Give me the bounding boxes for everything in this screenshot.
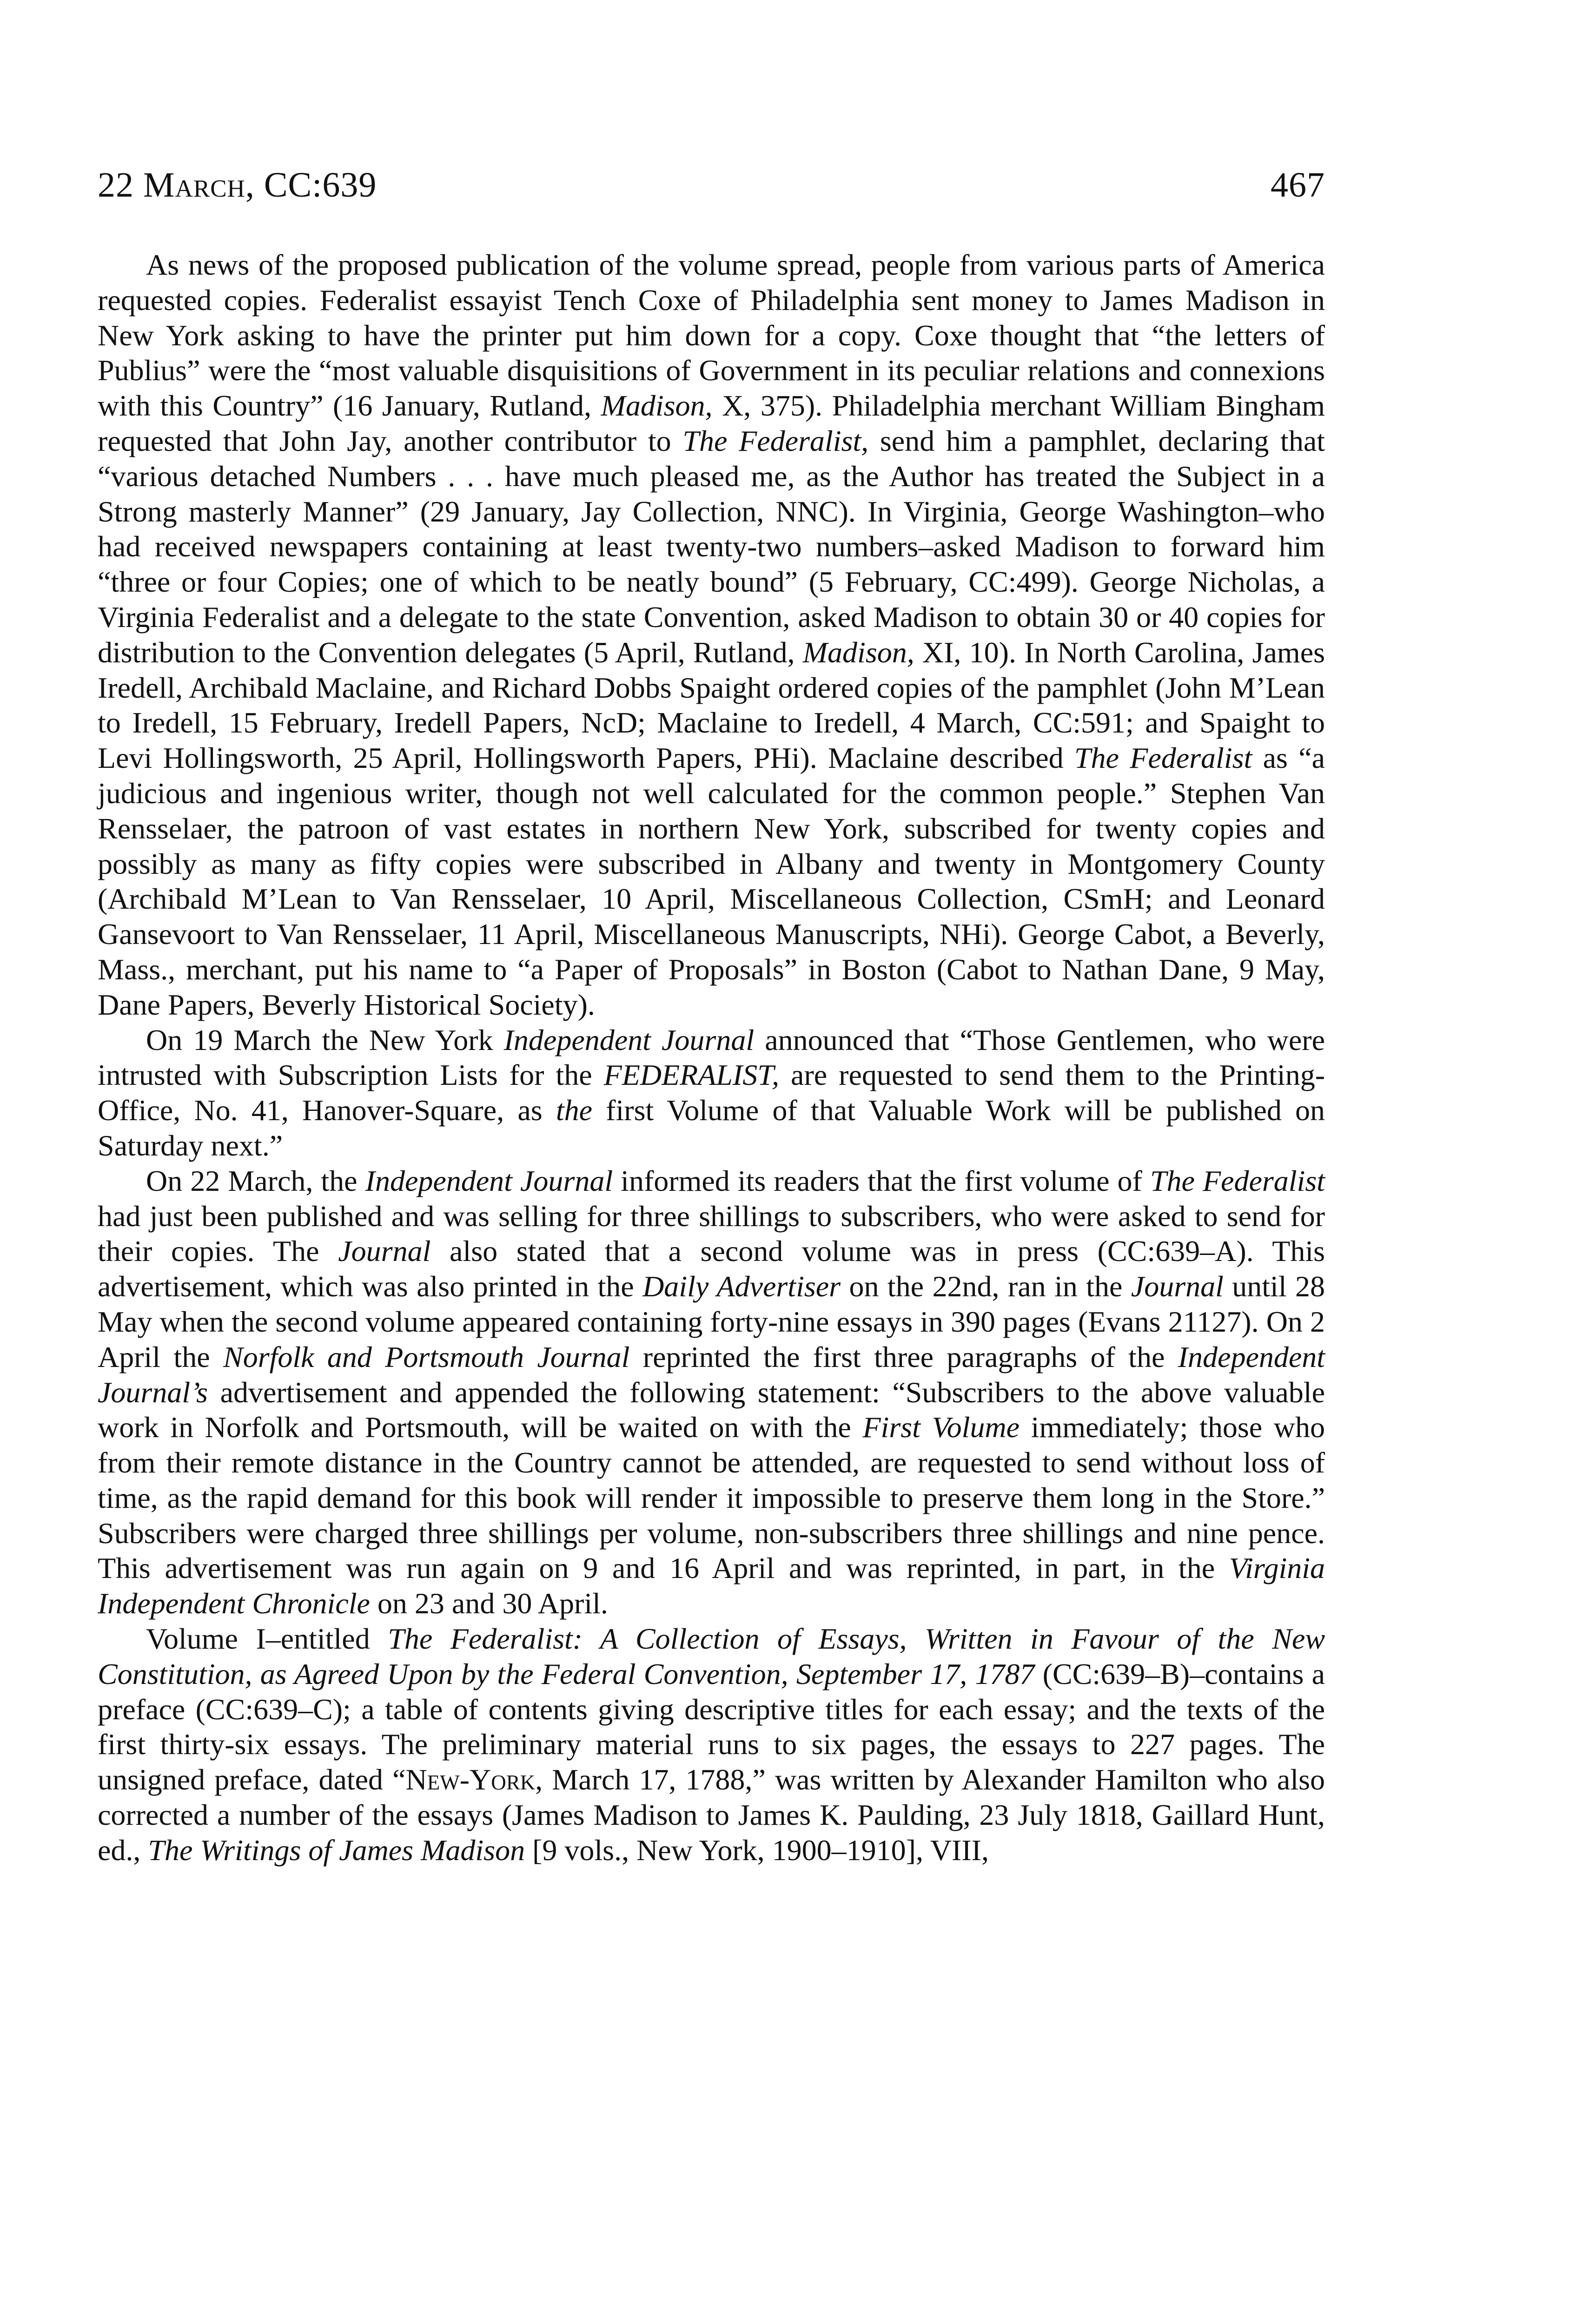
text-run: On 22 March, the bbox=[146, 1164, 365, 1197]
body-text bbox=[98, 247, 1325, 1868]
text-run: Volume I–entitled bbox=[146, 1622, 388, 1656]
italic-text: Independent Journal bbox=[503, 1023, 755, 1056]
running-head-ref: , CC:639 bbox=[245, 165, 377, 205]
text-run: also stated that a second volume was in press (CC:639–A). This advertisement, which was also printed in the bbox=[98, 1235, 1325, 1303]
page-number: 467 bbox=[1271, 165, 1325, 205]
running-head bbox=[98, 167, 1325, 203]
paragraph bbox=[98, 1621, 1325, 1868]
text-run: XI, 10). In North Carolina, James Iredell, Archibald Maclaine, and Richard Dobbs Spaight ordered copies of the pamphlet (John M’Lean to Iredell, 15 February, Iredell Papers, NcD; Maclaine to Iredell, 4 March, CC:591; and Spaight to Levi Hollingsworth, 25 April, Hollingsworth Papers, PHi). Maclaine described bbox=[98, 635, 1325, 775]
text-run: informed its readers that the first volume of bbox=[613, 1164, 1150, 1197]
text-run: had just been published and was selling for three shillings to subscribers, who were asked to send for their copies. The bbox=[98, 1199, 1325, 1268]
italic-text: The Federalist bbox=[1150, 1164, 1325, 1197]
text-run: advertisement and appended the following statement: “Subscribers to the above valuable work in Norfolk and Portsmouth, will be waited on with the bbox=[98, 1375, 1325, 1444]
paragraph bbox=[98, 247, 1325, 1023]
document-page bbox=[98, 167, 1325, 1868]
text-run: reprinted the first three paragraphs of the bbox=[629, 1340, 1178, 1373]
italic-text: The Federalist bbox=[1074, 741, 1252, 775]
italic-text: First Volume bbox=[862, 1411, 1020, 1444]
italic-text: the bbox=[556, 1094, 592, 1127]
italic-text: Independent Journal’s bbox=[98, 1340, 1325, 1409]
text-run: until 28 May when the second volume appeared containing forty-nine essays in 390 pages (Evans 21127). On 2 April the bbox=[98, 1270, 1325, 1373]
running-head-date: 22 bbox=[98, 165, 143, 205]
paragraph bbox=[98, 1163, 1325, 1621]
text-run: send him a pamphlet, declaring that “various detached Numbers . . . have much pleased me, as the Author has treated the Subject in a Strong masterly Manner” (29 January, Jay Collection, NNC). In Virginia, George Washington–who had received newspapers containing at least twenty-two numbers–asked Madison to forward him “three or four Copies; one of which to be neatly bound” (5 February, CC:499). George Nicholas, a Virginia Federalist and a delegate to the state Convention, asked Madison to obtain 30 or 40 copies for distribution to the Convention delegates (5 April, Rutland, bbox=[98, 424, 1325, 669]
paragraph bbox=[98, 1023, 1325, 1163]
text-run: announced that “Those Gentlemen, who were intrusted with Subscription Lists for the bbox=[98, 1023, 1325, 1092]
text-run: As news of the proposed publication of the volume spread, people from various parts of America requested copies. Federalist essayist Tench Coxe of Philadelphia sent money to James Madison in New York asking to have the printer put him down for a copy. Coxe thought that “the letters of Publius” were the “most valuable disquisitions of Government in its peculiar relations and connexions with this Country” (16 January, Rutland, bbox=[98, 248, 1325, 423]
italic-text: The Writings of James Madison bbox=[148, 1833, 525, 1867]
italic-text: Daily Advertiser bbox=[642, 1270, 841, 1303]
text-run: are requested to send them to the Printing-Office, No. 41, Hanover-Square, as bbox=[98, 1058, 1325, 1127]
text-run: On 19 March the New York bbox=[146, 1023, 504, 1056]
small-caps-text: New-York, bbox=[405, 1763, 543, 1796]
text-run: on 23 and 30 April. bbox=[370, 1587, 608, 1620]
italic-text: Journal bbox=[1131, 1270, 1224, 1303]
italic-text: Journal bbox=[338, 1235, 431, 1268]
italic-text: Norfolk and Portsmouth Journal bbox=[223, 1340, 630, 1373]
italic-text: Independent Journal bbox=[365, 1164, 613, 1197]
running-head-month: March bbox=[143, 165, 245, 205]
italic-text: The Federalist, bbox=[682, 424, 869, 457]
text-run: [9 vols., New York, 1900–1910], VIII, bbox=[525, 1833, 989, 1867]
italic-text: Madison, bbox=[802, 635, 914, 669]
italic-text: The Federalist: A Collection of Essays, Written in Favour of the New Constitution, as Agreed Upon by the Federal Convention, September 17, 1787 bbox=[98, 1622, 1325, 1690]
running-head-left bbox=[98, 167, 377, 203]
text-run: on the 22nd, ran in the bbox=[841, 1270, 1131, 1303]
italic-text: Virginia Independent Chronicle bbox=[98, 1552, 1325, 1620]
text-run: first Volume of that Valuable Work will be published on Saturday next.” bbox=[98, 1094, 1325, 1162]
text-run: (CC:639–B)–contains a preface (CC:639–C); a table of contents giving descriptive titles for each essay; and the texts of the first thirty-six essays. The preliminary material runs to six pages, the essays to 227 pages. The unsigned preface, dated “ bbox=[98, 1657, 1325, 1796]
text-run: as “a judicious and ingenious writer, though not well calculated for the common people.” Stephen Van Rensselaer, the patroon of vast estates in northern New York, subscribed for twenty copies and possibly as many as fifty copies were subscribed in Albany and twenty in Montgomery County (Archibald M’Lean to Van Rensselaer, 10 April, Miscellaneous Collection, CSmH; and Leonard Gansevoort to Van Rensselaer, 11 April, Miscellaneous Manuscripts, NHi). George Cabot, a Beverly, Mass., merchant, put his name to “a Paper of Proposals” in Boston (Cabot to Nathan Dane, 9 May, Dane Papers, Beverly Historical Society). bbox=[98, 741, 1325, 1021]
italic-text: FEDERALIST, bbox=[603, 1058, 780, 1092]
text-run: immediately; those who from their remote distance in the Country cannot be attended, are requested to send without loss of time, as the rapid demand for this book will render it impossible to preserve them long in the Store.” Subscribers were charged three shillings per volume, non-subscribers three shillings and nine pence. This advertisement was run again on 9 and 16 April and was reprinted, in part, in the bbox=[98, 1411, 1325, 1585]
text-run: March 17, 1788,” was written by Alexander Hamilton who also corrected a number of the essays (James Madison to James K. Paulding, 23 July 1818, Gaillard Hunt, ed., bbox=[98, 1763, 1325, 1867]
italic-text: Madison, bbox=[601, 389, 713, 423]
text-run: X, 375). Philadelphia merchant William Bingham requested that John Jay, another contributor to bbox=[98, 389, 1325, 457]
